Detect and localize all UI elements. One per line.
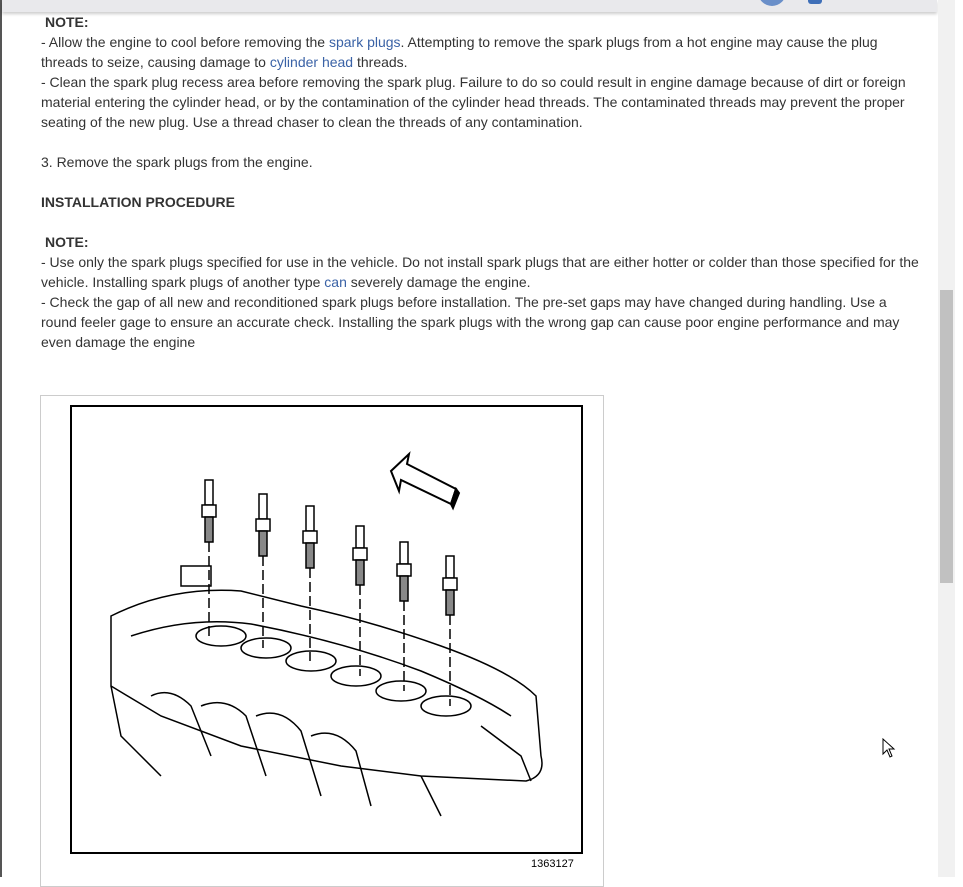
can-link[interactable]: can (324, 274, 347, 290)
mouse-cursor-icon (882, 738, 896, 758)
note-text: . Attempting to remove the spark plugs from a hot engine may cause the plug threads to seize, causing damage to (41, 34, 878, 70)
note-item: - Clean the spark plug recess area before removing the spark plug. Failure to do so could result in engine damage because of dirt or foreign material entering the cylinder head, or by the contamination of the cylinder head threads. The contaminated threads may prevent the proper seating of the new plug. Use a thread chaser to clean the threads of any contamination. (41, 74, 906, 130)
note-item (41, 32, 926, 72)
note-text: - Allow the engine to cool before removing the (41, 34, 329, 50)
engine-illustration (41, 396, 603, 886)
cylinder-head-link[interactable]: cylinder head (269, 54, 354, 70)
note-label: NOTE: (45, 234, 89, 250)
note-text: severely damage the engine. (346, 274, 531, 290)
direction-arrow-icon (391, 454, 459, 508)
note-text: - Use only the spark plugs specified for use in the vehicle. Do not install spark plugs that are either hotter or colder than those specified for the vehicle. Installing spark plugs of another type (41, 254, 919, 290)
spark-plugs-link[interactable]: spark plugs (328, 34, 401, 50)
note-item: - Check the gap of all new and reconditioned spark plugs before installation. The pre-set gaps may have changed during handling. Use a round feeler gage to ensure an accurate check. Installing the spark plugs with the wrong gap can cause poor engine performance and may even damage the engine (41, 294, 900, 350)
spark-plugs (202, 480, 457, 706)
article-content (41, 12, 926, 352)
engine-head-outline (111, 566, 542, 816)
step-text: 3. Remove the spark plugs from the engine. (41, 154, 313, 170)
figure-number: 1363127 (531, 858, 574, 870)
note-label: NOTE: (45, 14, 89, 30)
avatar-icon[interactable] (758, 0, 786, 6)
note-item (41, 252, 926, 292)
note-text: threads. (353, 54, 408, 70)
window-edge (0, 0, 2, 877)
window-edge (955, 0, 963, 877)
section-heading: INSTALLATION PROCEDURE (41, 194, 235, 210)
notification-icon[interactable] (808, 0, 822, 4)
scrollbar-thumb[interactable] (940, 290, 953, 583)
top-toolbar (2, 0, 937, 12)
spark-plug-installation-figure (40, 395, 604, 887)
